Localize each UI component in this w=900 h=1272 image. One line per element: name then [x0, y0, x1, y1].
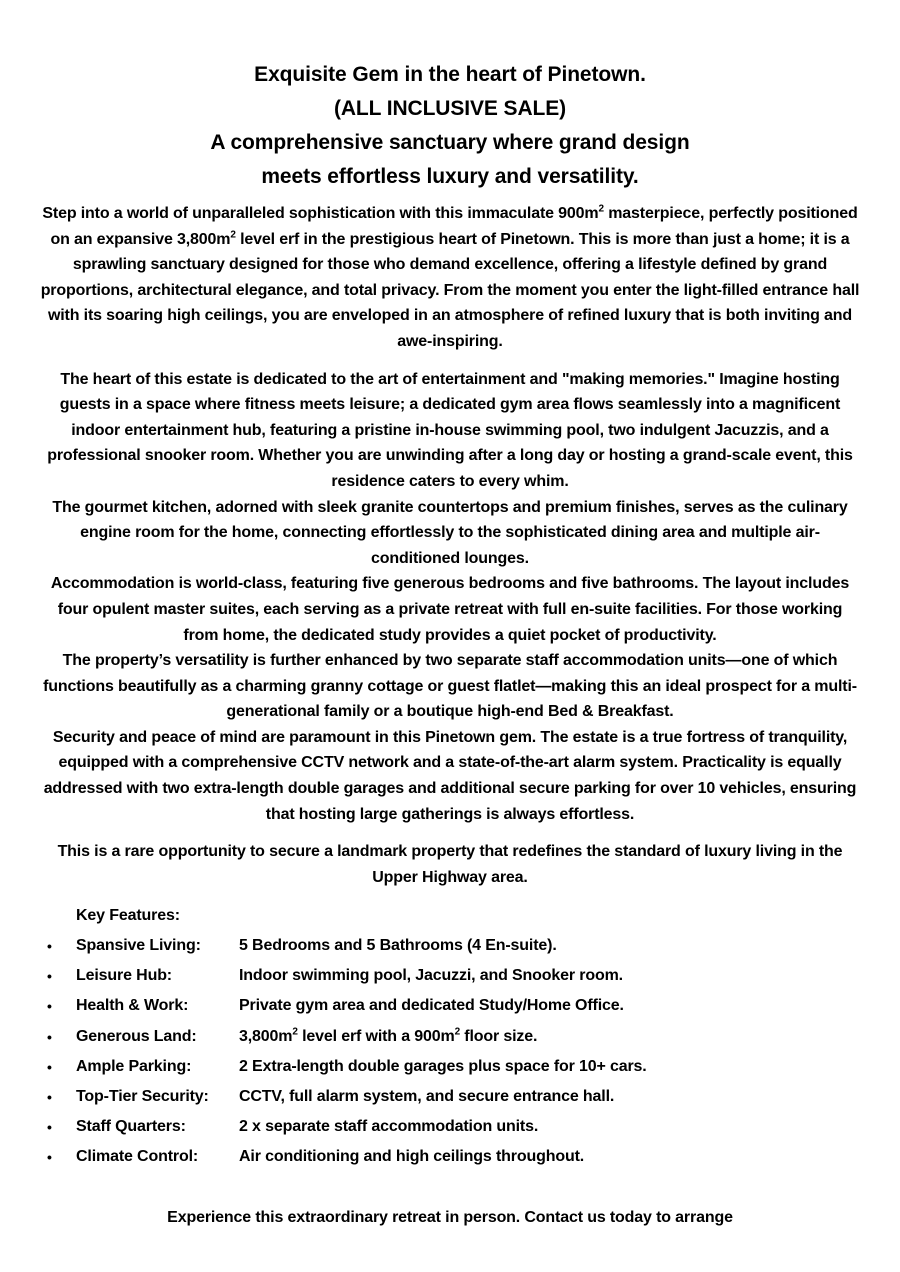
versatility-paragraph: The property’s versatility is further enhanced by two separate staff accommodation units—one of which functions beautifully as a charming granny cottage or guest flatlet—making this an ideal prospect for a multi-generational family or a boutique high-end Bed & Breakfast.	[43, 652, 857, 721]
feature-item-security	[0, 1082, 900, 1112]
land-value-a: 3,800m	[239, 1028, 293, 1045]
feature-label: Health & Work:	[76, 997, 189, 1014]
feature-value: 2 x separate staff accommodation units.	[239, 1118, 539, 1135]
kitchen-paragraph: The gourmet kitchen, adorned with sleek granite countertops and premium finishes, serves as the culinary engine room for the home, connecting effortlessly to the sophisticated dining area and multiple air-conditioned lounges.	[52, 498, 848, 567]
intro-text-c: level erf in the prestigious heart of Pinetown. This is more than just a home; it is a sprawling sanctuary designed for those who demand excellence, offering a lifestyle defined by grand proportions, architectural elegance, and total privacy. From the moment you enter the light-filled entrance hall with its soaring high ceilings, you are enveloped in an atmosphere of refined luxury that is both inviting and awe-inspiring.	[40, 230, 860, 350]
entertainment-paragraph: The heart of this estate is dedicated to the art of entertainment and "making memories." Imagine hosting guests in a space where fitness meets leisure; a dedicated gym area flows seamlessly into a magnificent indoor entertainment hub, featuring a pristine in-house swimming pool, two indulgent Jacuzzis, and a professional snooker room. Whether you are unwinding after a long day or hosting a grand-scale event, this residence caters to every whim.	[47, 370, 853, 490]
title-line-3: A comprehensive sanctuary where grand design	[210, 131, 690, 154]
feature-label: Top-Tier Security:	[76, 1088, 209, 1105]
feature-label: Spansive Living:	[76, 937, 201, 954]
accommodation-paragraph: Accommodation is world-class, featuring five generous bedrooms and five bathrooms. The layout includes four opulent master suites, each serving as a private retreat with full en-suite facilities. For those working from home, the dedicated study provides a quiet pocket of productivity.	[50, 575, 850, 644]
intro-sup-b: 2	[230, 229, 236, 241]
bullet-icon: •	[47, 1059, 52, 1075]
intro-paragraph	[40, 201, 860, 355]
feature-label: Generous Land:	[76, 1028, 197, 1045]
feature-item-staff	[0, 1112, 900, 1142]
key-features-heading: Key Features:	[76, 907, 180, 924]
bullet-icon: •	[47, 1119, 52, 1135]
feature-value: Indoor swimming pool, Jacuzzi, and Snooker room.	[239, 967, 623, 984]
feature-value	[239, 1022, 537, 1052]
listing-description	[40, 201, 860, 890]
bullet-icon: •	[47, 938, 52, 954]
title-line-2: (ALL INCLUSIVE SALE)	[333, 97, 567, 120]
title-line-4: meets effortless luxury and versatility.	[261, 165, 639, 188]
bullet-icon: •	[47, 968, 52, 984]
feature-item-leisure	[0, 961, 900, 991]
feature-item-living	[0, 931, 900, 961]
bullet-icon: •	[47, 1089, 52, 1105]
intro-sup-a: 2	[598, 203, 604, 215]
feature-label: Climate Control:	[76, 1148, 199, 1165]
feature-item-land	[0, 1022, 900, 1052]
bullet-icon: •	[47, 1029, 52, 1045]
title-line-1: Exquisite Gem in the heart of Pinetown.	[254, 63, 646, 86]
land-sup-1: 2	[292, 1026, 298, 1038]
feature-item-climate	[0, 1142, 900, 1172]
land-value-b: level erf with a 900m	[297, 1028, 455, 1045]
feature-label: Staff Quarters:	[76, 1118, 186, 1135]
feature-value: 2 Extra-length double garages plus space for 10+ cars.	[239, 1058, 647, 1075]
feature-label: Ample Parking:	[76, 1058, 192, 1075]
feature-value: 5 Bedrooms and 5 Bathrooms (4 En-suite).	[239, 937, 557, 954]
feature-label: Leisure Hub:	[76, 967, 172, 984]
listing-title	[0, 58, 900, 194]
bullet-icon: •	[47, 1149, 52, 1165]
feature-value: Air conditioning and high ceilings throughout.	[239, 1148, 585, 1165]
intro-text-a: Step into a world of unparalleled sophistication with this immaculate 900m	[42, 205, 599, 222]
call-to-action: Experience this extraordinary retreat in person. Contact us today to arrange	[167, 1209, 733, 1226]
feature-value: Private gym area and dedicated Study/Home Office.	[239, 997, 624, 1014]
opportunity-paragraph: This is a rare opportunity to secure a landmark property that redefines the standard of luxury living in the Upper Highway area.	[57, 843, 843, 886]
land-value-c: floor size.	[460, 1028, 538, 1045]
intro-text-b: masterpiece, perfectly positioned on an expansive 3,800m	[50, 205, 858, 248]
feature-value: CCTV, full alarm system, and secure entrance hall.	[239, 1088, 615, 1105]
land-sup-2: 2	[454, 1026, 460, 1038]
feature-item-health-work	[0, 991, 900, 1021]
feature-item-parking	[0, 1052, 900, 1082]
bullet-icon: •	[47, 998, 52, 1014]
security-paragraph: Security and peace of mind are paramount in this Pinetown gem. The estate is a true fortress of tranquility, equipped with a comprehensive CCTV network and a state-of-the-art alarm system. Practicality is equally addressed with two extra-length double garages and additional secure parking for over 10 vehicles, ensuring that hosting large gatherings is always effortless.	[43, 728, 857, 823]
